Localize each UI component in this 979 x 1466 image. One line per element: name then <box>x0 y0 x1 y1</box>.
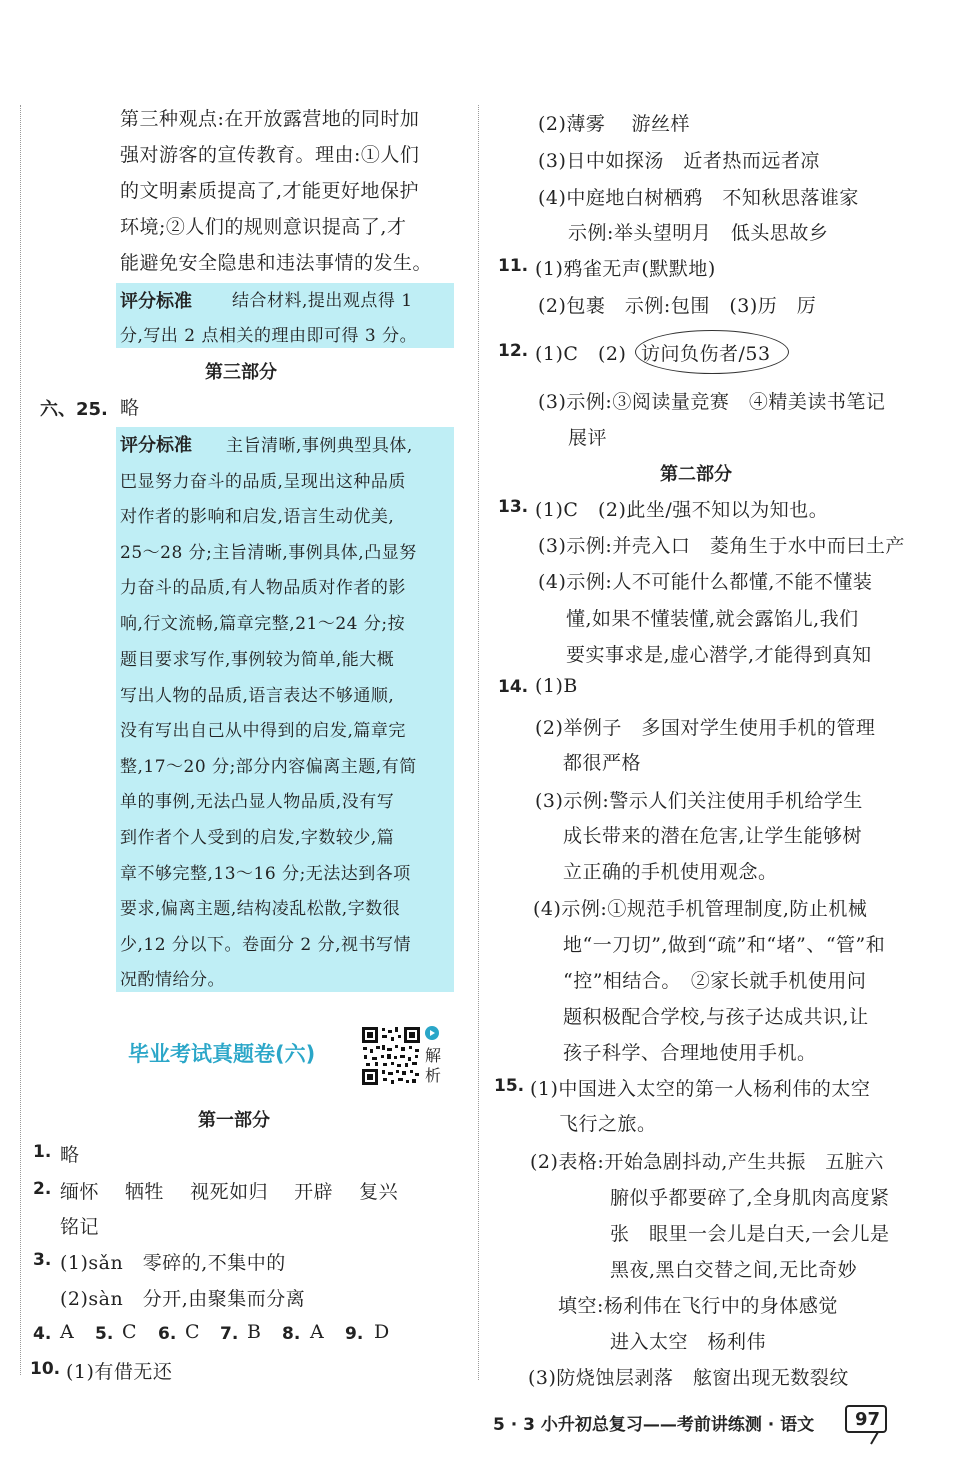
center-divider <box>478 105 479 1380</box>
text-line: 第三种观点:在开放露营地的同时加 <box>120 108 420 130</box>
text-line: 力奋斗的品质,有人物品质对作者的影 <box>120 578 406 598</box>
answer-text: 腑似乎都要碎了,全身肌肉高度紧 <box>610 1187 890 1209</box>
answer-text: 地“一刀切”,做到“疏”和“堵”、“管”和 <box>563 934 886 956</box>
answer-text: “控”相结合。 ②家长就手机使用问 <box>563 970 867 992</box>
answer-text: (1)有借无还 <box>66 1361 173 1383</box>
answer-text: 都很严格 <box>563 752 642 774</box>
answer-text: (2)包裹 示例:包围 (3)历 厉 <box>538 295 817 317</box>
section-heading: 第三部分 <box>205 362 277 383</box>
question-number: 10. <box>30 1359 61 1379</box>
answer-text: (2)表格:开始急剧抖动,产生共振 五脏六 <box>530 1151 884 1173</box>
answer-text: (1)sǎn 零碎的,不集中的 <box>60 1252 286 1274</box>
scoring-label: 评分标准 <box>120 435 192 456</box>
exam-title: 毕业考试真题卷(六) <box>128 1042 316 1066</box>
answer-text: (1)中国进入太空的第一人杨利伟的太空 <box>530 1078 871 1100</box>
footer-series: 5 · 3 小升初总复习——考前讲练测 · 语文 <box>493 1415 815 1435</box>
answer-text: 飞行之旅。 <box>559 1113 657 1135</box>
question-number: 1. <box>33 1142 52 1162</box>
answer-text: 缅怀 牺牲 视死如归 开辟 复兴 <box>60 1181 399 1203</box>
answer-text: 黑夜,黑白交替之间,无比奇妙 <box>610 1259 858 1281</box>
section-heading: 第一部分 <box>198 1110 270 1131</box>
answer-text: (3)示例:警示人们关注使用手机给学生 <box>535 790 863 812</box>
text-line: 题目要求写作,事例较为简单,能大概 <box>120 650 395 670</box>
text-line: 没有写出自己从中得到的启发,篇章完 <box>120 721 406 741</box>
answer-text: C <box>122 1321 138 1343</box>
question-number: 14. <box>498 677 529 697</box>
question-number: 13. <box>498 497 529 517</box>
question-number: 6. <box>158 1324 177 1344</box>
text-line: 对作者的影响和启发,语言生动优美, <box>120 507 395 527</box>
answer-text: 填空:杨利伟在飞行中的身体感觉 <box>558 1295 838 1317</box>
answer-text: 示例:举头望明月 低头思故乡 <box>568 222 829 244</box>
text-line: 要求,偏离主题,结构凌乱松散,字数很 <box>120 899 401 919</box>
answer-text: 张 眼里一会儿是白天,一会儿是 <box>610 1223 890 1245</box>
question-number: 8. <box>282 1324 301 1344</box>
answer-text: (1)鸦雀无声(默默地) <box>535 258 716 280</box>
answer-text: (4)示例:①规范手机管理制度,防止机械 <box>533 898 868 920</box>
answer-text: (3)防烧蚀层剥落 舷窗出现无数裂纹 <box>528 1367 849 1389</box>
text-line: 单的事例,无法凸显人物品质,没有写 <box>120 792 395 812</box>
text-line: 巴显努力奋斗的品质,呈现出这种品质 <box>120 472 406 492</box>
text-line: 章不够完整,13～16 分;无法达到各项 <box>120 864 411 884</box>
text-line: 的文明素质提高了,才能更好地保护 <box>120 180 420 202</box>
scoring-label: 评分标准 <box>120 291 192 312</box>
play-icon[interactable] <box>425 1026 439 1040</box>
question-number: 5. <box>95 1324 114 1344</box>
qr-code-icon[interactable] <box>360 1025 422 1087</box>
text-line: 主旨清晰,事例典型具体, <box>226 436 413 456</box>
text-line: 写出人物的品质,语言表达不够通顺, <box>120 686 395 706</box>
section-heading: 第二部分 <box>660 464 732 485</box>
answer-text: 立正确的手机使用观念。 <box>563 861 778 883</box>
question-number: 15. <box>494 1076 525 1096</box>
answer-text: B <box>247 1321 262 1343</box>
answer-text: (1)C (2)此坐/强不知以为知也。 <box>535 499 829 521</box>
question-number: 12. <box>498 341 529 361</box>
question-number: 3. <box>33 1250 52 1270</box>
answer-text: D <box>374 1321 390 1343</box>
answer-text: (2)举例子 多国对学生使用手机的管理 <box>535 717 876 739</box>
answer-text: 成长带来的潜在危害,让学生能够树 <box>563 825 863 847</box>
question-number: 9. <box>345 1324 364 1344</box>
question-number: 4. <box>33 1324 52 1344</box>
question-number: 六、25. <box>40 399 108 420</box>
text-line: 环境;②人们的规则意识提高了,才 <box>120 216 407 238</box>
question-number: 11. <box>498 256 529 276</box>
answer-text: (1)C (2) <box>535 343 627 365</box>
answer-text: A <box>310 1321 325 1343</box>
answer-text: 进入太空 杨利伟 <box>610 1331 767 1353</box>
answer-text: 题积极配合学校,与孩子达成共识,让 <box>563 1006 869 1028</box>
answer-text: 孩子科学、合理地使用手机。 <box>563 1042 817 1064</box>
answer-text: (3)示例:并壳入口 菱角生于水中而曰土产 <box>538 535 905 557</box>
answer-text: 略 <box>60 1144 80 1166</box>
question-number: 2. <box>33 1179 52 1199</box>
answer-text: 展评 <box>568 427 608 449</box>
answer-text: 铭记 <box>60 1216 100 1238</box>
answer-text: (3)日中如探汤 近者热而远者凉 <box>538 150 820 172</box>
text-line: 整,17～20 分;部分内容偏离主题,有简 <box>120 757 417 777</box>
qr-label: 解 <box>425 1046 442 1065</box>
text-line: 况酌情给分。 <box>120 970 225 990</box>
left-margin-line <box>20 105 21 1375</box>
qr-label: 析 <box>425 1066 442 1085</box>
text-line: 少,12 分以下。卷面分 2 分,视书写情 <box>120 935 411 955</box>
text-line: 强对游客的宣传教育。理由:①人们 <box>120 144 420 166</box>
answer-text: A <box>60 1321 75 1343</box>
answer-text: (1)B <box>535 675 578 697</box>
answer-text: 访问负伤者/53 <box>641 343 771 365</box>
answer-text: (2)sàn 分开,由聚集而分离 <box>60 1288 306 1310</box>
answer-text: (4)中庭地白树栖鸦 不知秋思落谁家 <box>538 187 859 209</box>
answer-text: 懂,如果不懂装懂,就会露馅儿,我们 <box>566 608 859 630</box>
text-line: 能避免安全隐患和违法事情的发生。 <box>120 252 433 274</box>
text-line: 25～28 分;主旨清晰,事例具体,凸显努 <box>120 543 417 563</box>
text-line: 分,写出 2 点相关的理由即可得 3 分。 <box>120 326 418 346</box>
question-number: 7. <box>220 1324 239 1344</box>
text-line: 结合材料,提出观点得 1 <box>232 291 413 311</box>
text-line: 到作者个人受到的启发,字数较少,篇 <box>120 828 395 848</box>
answer-text: 要实事求是,虚心潜学,才能得到真知 <box>566 644 872 666</box>
answer-text: 略 <box>120 397 140 419</box>
answer-text: (4)示例:人不可能什么都懂,不能不懂装 <box>538 571 873 593</box>
text-line: 响,行文流畅,篇章完整,21～24 分;按 <box>120 614 406 634</box>
page-corner-icon <box>866 1431 880 1445</box>
answer-text: C <box>185 1321 201 1343</box>
answer-text: (2)薄雾 游丝样 <box>538 113 690 135</box>
answer-text: (3)示例:③阅读量竞赛 ④精美读书笔记 <box>538 391 886 413</box>
page-number: 97 <box>855 1409 881 1430</box>
